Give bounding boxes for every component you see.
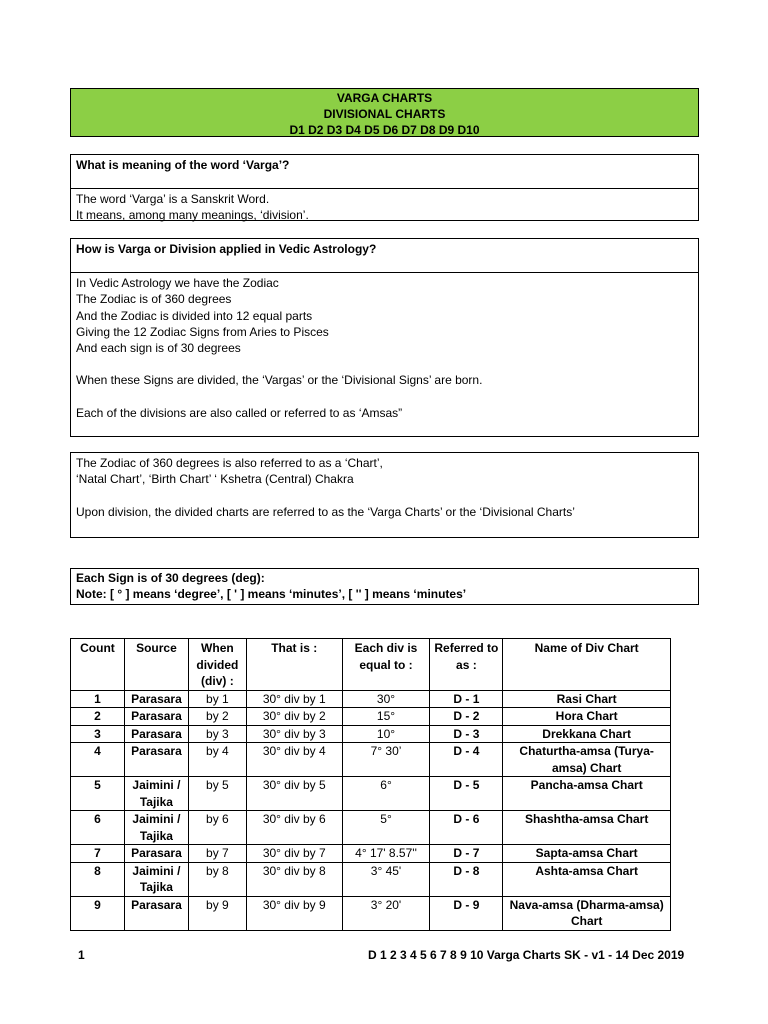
answer-line: And each sign is of 30 degrees: [76, 341, 241, 356]
cell-referred: D - 7: [430, 845, 503, 863]
cell-referred: D - 4: [430, 743, 503, 777]
answer-line: Giving the 12 Zodiac Signs from Aries to Pisces: [76, 324, 329, 339]
cell-source: Parasara: [124, 708, 188, 726]
cell-that-is: 30° div by 1: [246, 690, 342, 708]
answer-line: Each of the divisions are also called or referred to as ‘Amsas”: [76, 405, 403, 420]
title-banner: [70, 88, 699, 137]
cell-that-is: 30° div by 3: [246, 725, 342, 743]
cell-count: 3: [71, 725, 125, 743]
cell-count: 5: [71, 777, 125, 811]
question-varga-meaning: What is meaning of the word ‘Varga’?: [76, 158, 290, 172]
header-referred: Referred to as :: [430, 639, 503, 691]
chart-note-line: The Zodiac of 360 degrees is also referred to as a ‘Chart’,: [76, 456, 383, 470]
cell-source: Jaimini / Tajika: [124, 777, 188, 811]
answer-line: It means, among many meanings, ‘division’.: [76, 208, 309, 223]
cell-when-divided: by 3: [188, 725, 246, 743]
cell-name: Ashta-amsa Chart: [503, 862, 671, 896]
cell-name: Drekkana Chart: [503, 725, 671, 743]
answer-varga-meaning: [71, 188, 698, 226]
cell-each-div: 5°: [342, 811, 430, 845]
cell-name: Chaturtha-amsa (Turya-amsa) Chart: [503, 743, 671, 777]
table-row: [71, 690, 671, 708]
cell-source: Parasara: [124, 896, 188, 930]
cell-count: 1: [71, 690, 125, 708]
table-header-row: [71, 639, 671, 691]
cell-name: Rasi Chart: [503, 690, 671, 708]
cell-that-is: 30° div by 4: [246, 743, 342, 777]
cell-name: Shashtha-amsa Chart: [503, 811, 671, 845]
answer-line: When these Signs are divided, the ‘Vargas’ or the ‘Divisional Signs’ are born.: [76, 373, 483, 388]
section-chart-note: [70, 452, 699, 538]
cell-that-is: 30° div by 6: [246, 811, 342, 845]
cell-each-div: 7° 30’: [342, 743, 430, 777]
cell-when-divided: by 4: [188, 743, 246, 777]
cell-that-is: 30° div by 8: [246, 862, 342, 896]
cell-source: Parasara: [124, 845, 188, 863]
table-row: [71, 725, 671, 743]
cell-each-div: 3° 20': [342, 896, 430, 930]
page-number: 1: [78, 948, 85, 962]
section-degree-note: [70, 568, 699, 605]
cell-that-is: 30° div by 5: [246, 777, 342, 811]
cell-source: Parasara: [124, 690, 188, 708]
cell-source: Parasara: [124, 743, 188, 777]
cell-count: 9: [71, 896, 125, 930]
varga-table: [70, 638, 671, 931]
title-line-2: DIVISIONAL CHARTS: [323, 107, 446, 121]
cell-count: 6: [71, 811, 125, 845]
table-row: [71, 708, 671, 726]
section-varga-meaning: [70, 154, 699, 221]
answer-varga-application: [71, 272, 698, 423]
answer-line: And the Zodiac is divided into 12 equal parts: [76, 308, 313, 323]
cell-referred: D - 5: [430, 777, 503, 811]
header-each-div: Each div is equal to :: [342, 639, 430, 691]
table-row: [71, 845, 671, 863]
cell-referred: D - 9: [430, 896, 503, 930]
footer-doc-title: D 1 2 3 4 5 6 7 8 9 10 Varga Charts SK - v1 - 14 Dec 2019: [368, 948, 685, 962]
answer-line: In Vedic Astrology we have the Zodiac: [76, 276, 279, 290]
cell-that-is: 30° div by 9: [246, 896, 342, 930]
cell-when-divided: by 7: [188, 845, 246, 863]
table-row: [71, 862, 671, 896]
title-line-1: VARGA CHARTS: [336, 91, 433, 105]
cell-when-divided: by 2: [188, 708, 246, 726]
table-row: [71, 777, 671, 811]
table-row: [71, 811, 671, 845]
cell-referred: D - 1: [430, 690, 503, 708]
cell-referred: D - 6: [430, 811, 503, 845]
cell-when-divided: by 6: [188, 811, 246, 845]
cell-referred: D - 2: [430, 708, 503, 726]
cell-that-is: 30° div by 2: [246, 708, 342, 726]
section-varga-application: [70, 238, 699, 437]
cell-each-div: 4° 17' 8.57'': [342, 845, 430, 863]
degree-note-line-2: Note: [ ° ] means ‘degree’, [ ' ] means ‘minutes’, [ '' ] means ‘minutes’: [76, 587, 467, 602]
cell-source: Parasara: [124, 725, 188, 743]
degree-note-line-1: Each Sign is of 30 degrees (deg):: [76, 571, 265, 585]
cell-when-divided: by 9: [188, 896, 246, 930]
answer-line: The Zodiac is of 360 degrees: [76, 292, 232, 307]
cell-each-div: 10°: [342, 725, 430, 743]
chart-note-line: ‘Natal Chart’, ‘Birth Chart’ ‘ Kshetra (Central) Chakra: [76, 472, 354, 487]
cell-count: 7: [71, 845, 125, 863]
cell-when-divided: by 5: [188, 777, 246, 811]
cell-each-div: 3° 45': [342, 862, 430, 896]
cell-name: Pancha-amsa Chart: [503, 777, 671, 811]
cell-each-div: 15°: [342, 708, 430, 726]
cell-each-div: 30°: [342, 690, 430, 708]
header-when-divided: When divided (div) :: [188, 639, 246, 691]
header-name: Name of Div Chart: [503, 639, 671, 691]
cell-source: Jaimini / Tajika: [124, 862, 188, 896]
header-count: Count: [71, 639, 125, 691]
cell-count: 8: [71, 862, 125, 896]
question-varga-application: How is Varga or Division applied in Vedic Astrology?: [76, 242, 377, 256]
cell-referred: D - 8: [430, 862, 503, 896]
cell-referred: D - 3: [430, 725, 503, 743]
cell-source: Jaimini / Tajika: [124, 811, 188, 845]
cell-when-divided: by 8: [188, 862, 246, 896]
header-source: Source: [124, 639, 188, 691]
table-row: [71, 896, 671, 930]
cell-name: Sapta-amsa Chart: [503, 845, 671, 863]
cell-that-is: 30° div by 7: [246, 845, 342, 863]
chart-note-line: Upon division, the divided charts are referred to as the ‘Varga Charts’ or the ‘Divisional Charts’: [76, 504, 575, 519]
cell-each-div: 6°: [342, 777, 430, 811]
header-that-is: That is :: [246, 639, 342, 691]
answer-line: The word ‘Varga’ is a Sanskrit Word.: [76, 192, 270, 206]
cell-name: Hora Chart: [503, 708, 671, 726]
title-line-3: D1 D2 D3 D4 D5 D6 D7 D8 D9 D10: [289, 123, 480, 137]
cell-name: Nava-amsa (Dharma-amsa) Chart: [503, 896, 671, 930]
cell-count: 2: [71, 708, 125, 726]
cell-count: 4: [71, 743, 125, 777]
cell-when-divided: by 1: [188, 690, 246, 708]
table-row: [71, 743, 671, 777]
